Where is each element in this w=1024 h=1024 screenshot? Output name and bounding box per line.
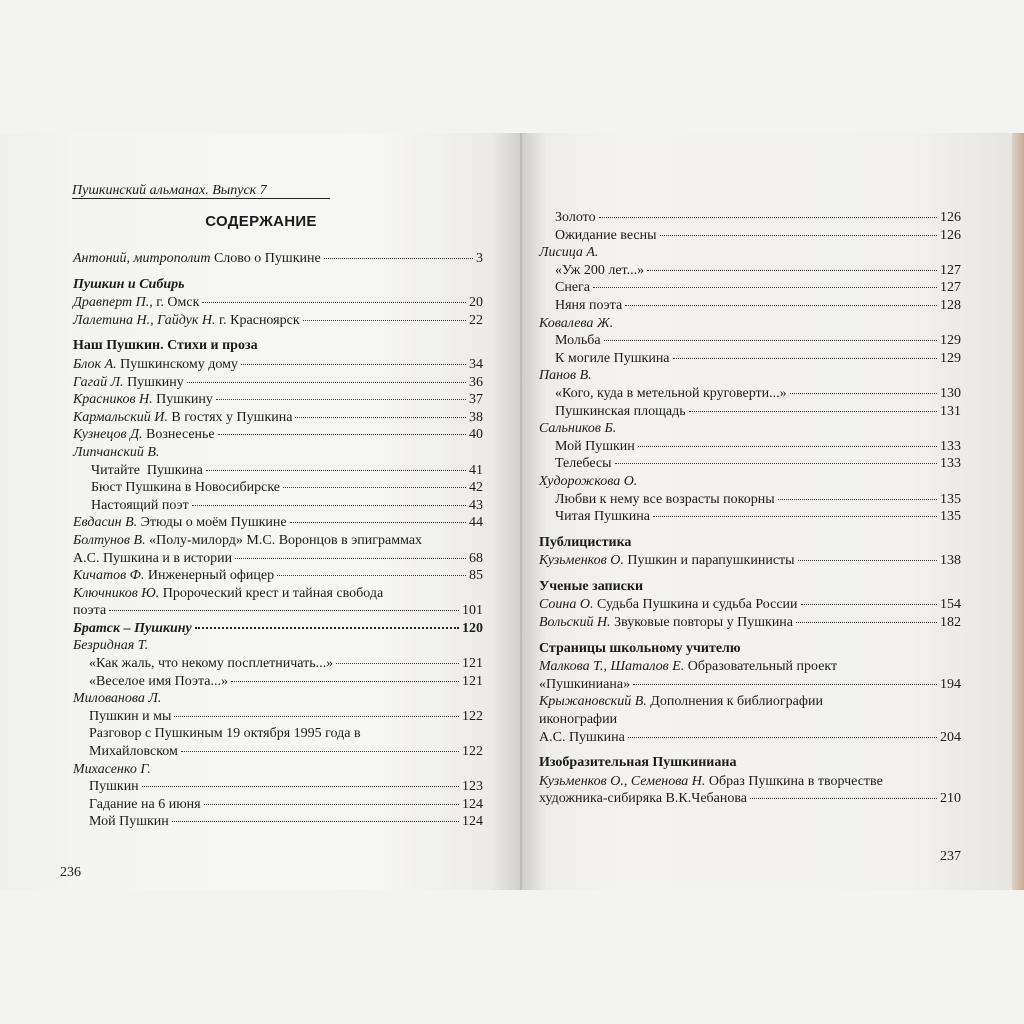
toc-entry-author: Ключников Ю. [73,585,160,601]
dot-leader [192,505,466,506]
toc-entry-title: Пушкин [89,779,139,795]
toc-entry-title: Мольба [555,333,601,349]
toc-entry [539,209,961,227]
dot-leader [790,393,937,394]
dot-leader [798,560,937,561]
toc-entry-title: Этюды о моём Пушкине [137,515,287,531]
toc-entry-text [555,262,644,280]
toc-entry-title: Пушкинская площадь [555,403,686,419]
toc-entry [539,614,961,632]
toc-entry-title: Гадание на 6 июня [89,796,201,812]
toc-entry-title: Пушкин и мы [89,708,172,724]
toc-page-number: 36 [469,374,483,390]
toc-entry-text [539,676,630,694]
toc-entry-title: А.С. Пушкина [539,729,625,745]
toc-entry-title: Михайловском [89,744,178,760]
toc-entry-text [539,694,823,709]
toc-entry-title: Слово о Пушкине [210,251,321,266]
toc-entry [539,385,961,403]
toc-entry-line [73,532,483,550]
toc-page-number: 138 [940,553,961,569]
toc-entry-text [555,332,601,350]
toc-entry-title: Образовательный проект [684,659,838,675]
toc-page-number: 40 [469,427,483,443]
toc-section-heading: Изобразительная Пушкиниана [539,755,737,771]
toc-page-number: 121 [462,673,483,689]
toc-entry-text [555,297,622,315]
toc-entry-text [539,552,795,570]
toc-author-name: Липчанский В. [73,444,160,460]
toc-author [73,637,483,655]
page-number-left: 236 [60,865,81,880]
toc-entry-text [91,497,189,515]
toc-page-number: 37 [469,392,483,408]
toc-entry [73,479,483,497]
toc-entry-title: поэта [73,603,107,619]
toc-section-heading: Страницы школьному учителю [539,640,741,656]
dot-leader [142,786,459,787]
toc-entry-text [73,250,321,268]
toc-entry-author: Кичатов Ф. [73,568,145,584]
toc-entry [539,552,961,570]
dot-leader [660,235,937,236]
toc-entry-text [73,550,232,568]
toc-entry [73,550,483,568]
dot-leader [172,821,459,822]
toc-page-number: 126 [940,227,961,243]
toc-entry-title: Звуковые повторы у Пушкина [610,615,794,631]
toc-page-number: 127 [940,280,961,296]
toc-page-number: 122 [462,744,483,760]
toc-entry-text [73,567,274,585]
toc-entry-text [89,813,169,831]
dot-leader [801,604,937,605]
toc-author-name: Милованова Л. [73,691,162,707]
toc-entry-title: «Полу-милорд» М.С. Воронцов в эпиграммах [145,532,423,548]
dot-leader [216,399,466,400]
toc-entry [73,462,483,480]
dot-leader [750,798,937,799]
toc-page-number: 38 [469,409,483,425]
toc-entry-title: художника-сибиряка В.К.Чебанова [539,791,748,807]
toc-entry [539,676,961,694]
toc-page-number: 124 [462,814,483,830]
toc-page-number: 130 [940,385,961,401]
toc-entry-title: «Кого, куда в метельной круговерти...» [555,385,787,401]
toc-entry-text [91,479,280,497]
toc-entry-title: Пушкин и парапушкинисты [623,553,795,569]
toc-entry-text [73,374,184,392]
dot-leader [615,463,937,464]
toc-entry-title: «Веселое имя Поэта...» [89,673,228,689]
toc-entry-author: Лалетина Н., Гайдук Н. [73,312,216,328]
toc-page-number: 131 [940,403,961,419]
toc-list-left [73,250,483,831]
dot-leader [604,340,937,341]
toc-entry-text [555,385,787,403]
dot-leader [181,751,459,752]
dot-leader [218,434,466,435]
toc-entry-title: Образ Пушкина в творчестве [705,773,883,789]
toc-entry-author: Евдасин В. [73,515,138,531]
toc-entry-text [89,673,228,691]
toc-page-number: 3 [476,251,483,266]
toc-entry-text [73,586,383,601]
toc-entry-text [555,403,686,421]
toc-page-number: 124 [462,796,483,812]
dot-leader [290,522,466,523]
toc-entry-text [73,426,215,444]
toc-author [539,473,961,491]
toc-entry-text [73,312,300,330]
toc-title: СОДЕРЖАНИЕ [205,213,317,230]
toc-entry-author: Болтунов В. [73,532,146,548]
toc-entry [73,708,483,726]
toc-entry-title: «Как жаль, что некому посплетничать...» [89,656,334,672]
toc-entry [73,620,483,638]
toc-entry-author: Кармальский И. [73,409,168,425]
toc-entry-text [73,294,199,312]
toc-entry [539,279,961,297]
toc-author-name: Михасенко Г. [73,761,151,777]
toc-page-number: 135 [940,491,961,507]
toc-page-number: 127 [940,262,961,278]
toc-entry-title: А.С. Пушкина и в истории [73,550,233,566]
toc-entry [73,391,483,409]
toc-entry-title: Телебесы [555,456,612,472]
toc-entry-title: Снега [555,280,590,296]
toc-entry-text [555,350,670,368]
dot-leader [206,470,466,471]
toc-entry [73,374,483,392]
dot-leader [195,627,459,629]
toc-list-right [539,209,961,808]
toc-entry [73,673,483,691]
toc-entry-title: Инженерный офицер [144,568,275,584]
toc-page-number: 44 [469,515,483,531]
dot-leader [625,305,937,306]
toc-entry [539,729,961,747]
toc-entry-text [89,708,171,726]
dot-leader [202,302,466,303]
dot-leader [241,364,466,365]
toc-entry [73,655,483,673]
toc-entry-line [539,773,961,791]
toc-entry [73,602,483,620]
toc-entry [73,743,483,761]
toc-entry-text [73,602,106,620]
toc-entry-author: Братск – Пушкину [73,620,192,636]
toc-entry-text [539,712,617,727]
dot-leader [283,487,466,488]
toc-entry-author: Антоний, митрополит [73,251,211,266]
toc-entry-author: Соина О. [539,597,594,613]
toc-entry-text [539,596,798,614]
toc-entry-title: Бюст Пушкина в Новосибирске [91,480,281,496]
toc-page-number: 194 [940,676,961,692]
toc-page-number: 121 [462,656,483,672]
toc-entry [73,356,483,374]
toc-entry-text [73,409,292,427]
toc-entry [73,294,483,312]
toc-entry-author: Малкова Т., Шаталов Е. [539,659,685,675]
toc-author [539,244,961,262]
toc-entry [539,596,961,614]
toc-page-number: 41 [469,462,483,478]
dot-leader [638,446,937,447]
toc-entry-author: Гагай Л. [73,374,124,390]
toc-page-number: 133 [940,456,961,472]
toc-entry-text [555,438,635,456]
toc-entry-title: К могиле Пушкина [555,350,670,366]
dot-leader [187,382,466,383]
toc-entry-title: Разговор с Пушкиным 19 октября 1995 года в [89,726,361,742]
page-number-right: 237 [940,849,961,864]
right-page [522,133,1012,890]
toc-entry-title: Настоящий поэт [91,497,189,513]
toc-author-name: Панов В. [539,368,592,384]
toc-entry-title: иконографии [539,712,618,728]
dot-leader [231,681,459,682]
toc-entry-author: Вольский Н. [539,615,611,631]
toc-entry-title: Читая Пушкина [555,509,650,525]
toc-page-number: 210 [940,791,961,807]
toc-entry-title: Любви к нему все возрасты покорны [555,491,775,507]
toc-page-number: 85 [469,568,483,584]
toc-entry-text [91,462,203,480]
toc-entry [73,497,483,515]
toc-page-number: 120 [462,620,483,636]
toc-entry [539,403,961,421]
dot-leader [295,417,466,418]
toc-entry-title: Мой Пушкин [89,814,169,830]
dot-leader [174,716,459,717]
toc-entry-author: Крыжановский В. [539,694,647,710]
toc-entry-line [539,711,961,729]
toc-author-name: Ковалева Ж. [539,315,614,331]
toc-author-name: Лисица А. [539,245,599,261]
toc-entry-author: Кузьменков О. [539,553,624,569]
dot-leader [303,320,466,321]
toc-page-number: 129 [940,333,961,349]
toc-entry [539,262,961,280]
toc-entry-title: Ожидание весны [555,227,657,243]
toc-entry-text [73,391,213,409]
toc-page-number: 135 [940,509,961,525]
toc-entry-line [539,693,961,711]
toc-entry-text [73,533,422,548]
toc-entry [539,491,961,509]
dot-leader [673,358,937,359]
toc-entry-title: г. Омск [152,295,200,311]
dot-leader [628,737,937,738]
toc-page-number: 204 [940,729,961,745]
toc-entry-title: Пушкинскому дому [116,356,238,372]
toc-entry [73,250,483,268]
toc-page-number: 182 [940,615,961,631]
page-edge [1012,133,1024,890]
toc-entry [539,455,961,473]
toc-entry-title: Мой Пушкин [555,438,635,454]
toc-page-number: 128 [940,297,961,313]
toc-entry [539,350,961,368]
toc-author [539,315,961,333]
dot-leader [204,804,459,805]
toc-entry-text [89,726,361,741]
toc-entry-line [73,725,483,743]
toc-entry-title: В гостях у Пушкина [167,409,293,425]
toc-entry-author: Красников Н. [73,392,153,408]
toc-entry-title: Дополнения к библиографии [646,694,823,710]
toc-entry-title: Судьба Пушкина и судьба России [593,597,798,613]
toc-entry-text [555,455,612,473]
toc-page-number: 129 [940,350,961,366]
toc-author [539,420,961,438]
toc-entry [73,426,483,444]
toc-section-heading: Наш Пушкин. Стихи и проза [73,338,258,354]
toc-page-number: 123 [462,779,483,795]
toc-entry-text [539,614,793,632]
toc-entry [539,227,961,245]
toc-author [539,367,961,385]
toc-entry-author: Дравперт П., [73,295,153,311]
toc-entry-title: «Пушкиниана» [539,676,631,692]
toc-entry-text [539,659,837,674]
toc-author [73,690,483,708]
toc-entry [73,813,483,831]
toc-page-number: 133 [940,438,961,454]
dot-leader [336,663,459,664]
toc-entry-line [539,658,961,676]
dot-leader [778,499,937,500]
toc-entry-text [539,790,747,808]
toc-entry-author: Блок А. [73,356,117,372]
toc-entry [539,508,961,526]
toc-author-name: Безридная Т. [73,638,149,654]
toc-entry-text [555,227,657,245]
toc-page-number: 101 [462,603,483,619]
dot-leader [689,411,937,412]
toc-entry-text [539,774,883,789]
toc-entry-text [89,743,178,761]
toc-page-number: 22 [469,312,483,328]
dot-leader [109,610,459,611]
toc-entry-text [89,778,139,796]
toc-entry-text [555,491,775,509]
toc-author [73,761,483,779]
background-top [0,0,1024,133]
toc-entry-title: Пушкину [123,374,184,390]
dot-leader [633,684,937,685]
toc-entry-text [555,508,650,526]
toc-author-name: Сальников Б. [539,421,617,437]
toc-entry-title: Золото [555,210,596,225]
toc-entry-text [89,655,333,673]
toc-author-name: Худорожкова О. [539,473,638,489]
toc-entry [539,297,961,315]
dot-leader [599,217,937,218]
background-bottom [0,890,1024,1024]
toc-author [73,444,483,462]
toc-page-number: 126 [940,210,961,225]
toc-entry [539,332,961,350]
dot-leader [593,287,937,288]
toc-page-number: 68 [469,550,483,566]
dot-leader [653,516,937,517]
toc-entry-title: Няня поэта [555,297,623,313]
dot-leader [647,270,937,271]
toc-entry [73,409,483,427]
toc-entry-text [89,796,201,814]
toc-entry [73,312,483,330]
toc-page-number: 20 [469,295,483,311]
toc-entry [539,438,961,456]
toc-section-heading: Пушкин и Сибирь [73,276,185,292]
toc-entry-title: г. Красноярск [215,312,300,328]
toc-section-heading: Ученые записки [539,578,644,594]
toc-entry [73,796,483,814]
toc-entry [73,514,483,532]
toc-page-number: 154 [940,597,961,613]
toc-page-number: 34 [469,356,483,372]
toc-entry-text [73,620,192,638]
toc-page-number: 42 [469,480,483,496]
toc-entry-title: Пророческий крест и тайная свобода [159,585,384,601]
toc-page-number: 43 [469,497,483,513]
dot-leader [235,558,466,559]
toc-entry-text [555,279,590,297]
dot-leader [277,575,466,576]
toc-entry-title: «Уж 200 лет...» [555,262,645,278]
toc-entry-title: Читайте Пушкина [91,462,203,478]
toc-entry-text [539,729,625,747]
toc-entry-title: Вознесенье [142,427,215,443]
toc-entry [73,778,483,796]
toc-page-number: 122 [462,708,483,724]
running-head: Пушкинский альманах. Выпуск 7 [72,183,267,198]
toc-entry-author: Кузьменков О., Семенова Н. [539,773,706,789]
dot-leader [796,622,937,623]
toc-entry-text [555,209,596,227]
toc-entry-text [73,514,287,532]
toc-entry-title: Пушкину [152,392,213,408]
toc-entry-line [73,585,483,603]
toc-entry [539,790,961,808]
toc-entry-text [73,356,238,374]
toc-entry [73,567,483,585]
left-page [0,133,522,890]
dot-leader [324,258,473,259]
toc-section-heading: Публицистика [539,534,632,550]
toc-entry-author: Кузнецов Д. [73,427,143,443]
running-head-rule [72,198,330,199]
